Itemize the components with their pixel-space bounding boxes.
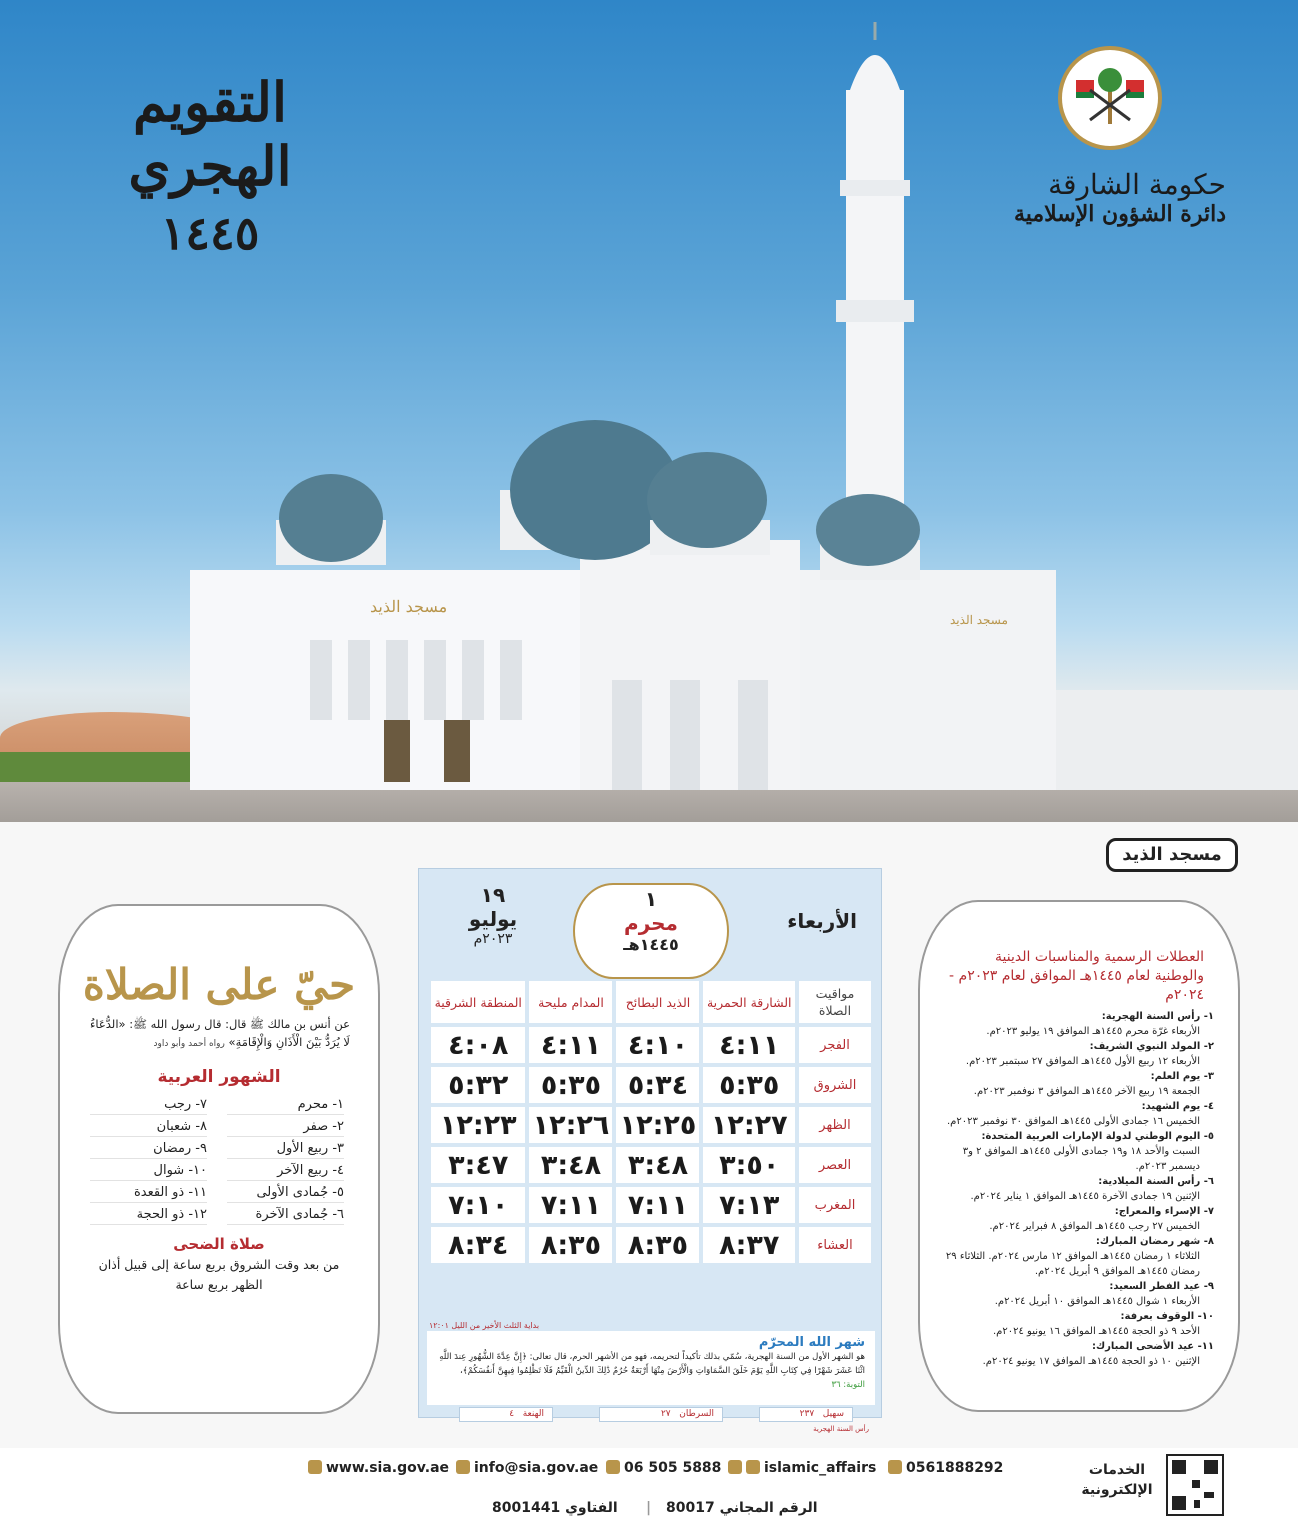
holiday-name: ٤- يوم الشهيد: (1141, 1101, 1214, 1112)
prayer-time: ٥:٣٤ (616, 1067, 699, 1103)
table-row (431, 1107, 871, 1143)
column-header: الشارقة الحمرية (703, 981, 795, 1023)
panel-foot-note: رأس السنة الهجرية (813, 1425, 869, 1433)
quran-reference: التوبة: ٣٦ (831, 1380, 865, 1390)
calendar-title-block (60, 70, 360, 260)
prayer-name: الفجر (799, 1027, 871, 1063)
month-item: ٩- رمضان (90, 1141, 207, 1159)
prayer-time: ٧:١٠ (431, 1187, 525, 1223)
month-item: ٨- شعبان (90, 1119, 207, 1137)
prayer-name: الظهر (799, 1107, 871, 1143)
email-icon (456, 1460, 470, 1474)
hayya-ala-salah-calligraphy: حيّ على الصلاة (82, 960, 356, 1009)
duha-prayer-title: صلاة الضحى (173, 1235, 265, 1253)
prayer-time: ٤:١١ (703, 1027, 795, 1063)
star-value: ٤ (509, 1409, 515, 1419)
column-header: المدام مليحة (529, 981, 612, 1023)
holidays-title: العطلات الرسمية والمناسبات الدينية والوطنية لعام ١٤٤٥هـ الموافق لعام ٢٠٢٣م - ٢٠٢٤م (949, 949, 1204, 1003)
prayer-time: ١٢:٢٦ (529, 1107, 612, 1143)
holiday-name: ٦- رأس السنة الميلادية: (1098, 1176, 1214, 1187)
contact-footer (0, 1448, 1298, 1534)
free-number (666, 1500, 818, 1516)
prayer-name: العشاء (799, 1227, 871, 1263)
holiday-date: الأحد ٩ ذو الحجة ١٤٤٥هـ الموافق ١٦ يونيو ٢٠٢٤م. (993, 1326, 1200, 1337)
phone-text: 06 505 5888 (624, 1460, 722, 1476)
hadith-source: رواه أحمد وأبو داود (153, 1039, 225, 1049)
daily-calendar-panel (418, 868, 882, 1433)
gregorian-day: ١٩ (480, 883, 506, 907)
prayer-time: ١٢:٢٣ (431, 1107, 525, 1143)
globe-icon (308, 1460, 322, 1474)
list-item (934, 1279, 1214, 1309)
star-season-item (459, 1407, 553, 1422)
month-item: ١- محرم (227, 1097, 344, 1115)
list-item (934, 1204, 1214, 1234)
holiday-date: الإثنين ١٠ ذو الحجة ١٤٤٥هـ الموافق ١٧ يونيو ٢٠٢٤م. (982, 1356, 1200, 1367)
prayer-time: ٧:١٣ (703, 1187, 795, 1223)
holiday-name: ٧- الإسراء والمعراج: (1114, 1206, 1214, 1217)
list-item (934, 1309, 1214, 1339)
qr-code-icon[interactable] (1166, 1454, 1224, 1516)
column-header: مواقيت الصلاة (799, 981, 871, 1023)
gregorian-date (453, 883, 533, 947)
hadith-text (60, 1009, 378, 1053)
gregorian-year: ٢٠٢٣م (473, 931, 513, 947)
prayer-time: ١٢:٢٧ (703, 1107, 795, 1143)
eservices-label: الخدمات الإلكترونية (1081, 1462, 1153, 1498)
footer-separator: | (646, 1500, 652, 1516)
holiday-name: ١- رأس السنة الهجرية: (1101, 1011, 1214, 1022)
prayer-time: ٧:١١ (529, 1187, 612, 1223)
holiday-date: الأربعاء ١٢ ربيع الأول ١٤٤٥هـ الموافق ٢٧ سبتمبر ٢٠٢٣م. (965, 1056, 1200, 1067)
prayer-name: الشروق (799, 1067, 871, 1103)
star-value: ٢٣٧ (799, 1409, 815, 1419)
table-row (431, 1187, 871, 1223)
month-info-text: هو الشهر الأول من السنة الهجرية، سُمّي بذلك تأكيداً لتحريمه، فهو من الأشهر الحرم، قال تعالى: ﴿إِنَّ عِدَّةَ الشُّهُورِ عِندَ اللَّهِ اثْنَا عَشَرَ شَهْرًا فِي كِتَابِ اللَّهِ يَوْمَ خَلَقَ السَّمَاوَاتِ وَالْأَرْضَ مِنْهَا أَرْبَعَةٌ حُرُمٌ ذَٰلِكَ الدِّينُ الْقَيِّمُ فَلَا تَظْلِمُوا فِيهِنَّ أَنفُسَكُمْ﴾، (439, 1352, 865, 1376)
last-third-night-note: بداية الثلث الأخير من الليل ١٢:٠١ (429, 1321, 540, 1330)
month-item: ٢- صفر (227, 1119, 344, 1137)
prayer-time: ١٢:٢٥ (616, 1107, 699, 1143)
fatwa-value: 8001441 (492, 1500, 561, 1516)
star-name: سهيل (822, 1409, 844, 1419)
free-number-label: الرقم المجاني (719, 1500, 818, 1516)
sharjah-emblem-icon (1058, 46, 1162, 150)
column-header: المنطقة الشرقية (431, 981, 525, 1023)
prayer-time: ٣:٥٠ (703, 1147, 795, 1183)
prayer-time: ٤:٠٨ (431, 1027, 525, 1063)
table-row (431, 1147, 871, 1183)
social-text: islamic_affairs (764, 1460, 877, 1476)
prayer-time: ٧:١١ (616, 1187, 699, 1223)
prayer-time: ٥:٣٢ (431, 1067, 525, 1103)
table-row (431, 1067, 871, 1103)
month-item: ٥- جُمادى الأولى (227, 1185, 344, 1203)
prayer-time: ٣:٤٨ (529, 1147, 612, 1183)
holiday-date: الثلاثاء ١ رمضان ١٤٤٥هـ الموافق ١٢ مارس ٢٠٢٤م. الثلاثاء ٢٩ رمضان ١٤٤٥هـ الموافق ٩ أبريل ٢٠٢٤م. (945, 1251, 1200, 1277)
arabic-months-title: الشهور العربية (157, 1067, 281, 1087)
holidays-card (918, 900, 1240, 1412)
table-row (431, 1027, 871, 1063)
calendar-section (0, 822, 1298, 1534)
list-item (934, 1234, 1214, 1279)
month-info-box (427, 1331, 875, 1405)
list-item (934, 1174, 1214, 1204)
month-item: ٤- ربيع الآخر (227, 1163, 344, 1181)
prayer-name: المغرب (799, 1187, 871, 1223)
star-value: ٢٧ (660, 1409, 671, 1419)
list-item (934, 1099, 1214, 1129)
hijri-year: ١٤٤٥هـ (623, 935, 679, 954)
month-item: ١٠- شوال (90, 1163, 207, 1181)
twitter-icon (728, 1460, 742, 1474)
list-item (934, 1039, 1214, 1069)
prayer-time: ٤:١١ (529, 1027, 612, 1063)
fatwa-label: الفتاوي (565, 1500, 618, 1516)
month-item: ١٢- ذو الحجة (90, 1207, 207, 1225)
star-name: الهنعة (522, 1409, 544, 1419)
holiday-date: الخميس ١٦ جمادى الأولى ١٤٤٥هـ الموافق ٣٠ نوفمبر ٢٠٢٣م. (946, 1116, 1200, 1127)
hijri-date-badge (573, 883, 729, 979)
hijri-day: ١ (644, 887, 658, 911)
month-info-title: شهر الله المحرّم (758, 1335, 865, 1350)
month-item: ٧- رجب (90, 1097, 207, 1115)
prayer-time: ٨:٣٧ (703, 1227, 795, 1263)
mosque-name-tag: مسجد الذيد (1106, 838, 1238, 872)
government-name: حكومة الشارقة (1048, 168, 1226, 201)
hadith-body: عن أنس بن مالك ﷺ قال: قال رسول الله ﷺ: «الدُّعَاءُ لَا يُرَدُّ بَيْنَ الْأَذَانِ وَالْإِقَامَةِ» (90, 1017, 350, 1049)
table-header-row (431, 981, 871, 1023)
table-row (431, 1227, 871, 1263)
star-name: السرطان (679, 1409, 714, 1419)
holiday-name: ١٠- الوقوف بعرفة: (1120, 1311, 1214, 1322)
prayer-time: ٤:١٠ (616, 1027, 699, 1063)
weekday-name: الأربعاء (787, 909, 857, 933)
prayer-time: ٨:٣٤ (431, 1227, 525, 1263)
prayer-time: ٨:٣٥ (529, 1227, 612, 1263)
prayer-time: ٣:٤٧ (431, 1147, 525, 1183)
mosque-side-label: مسجد الذيد (950, 613, 1008, 627)
month-item: ٣- ربيع الأول (227, 1141, 344, 1159)
holiday-date: الأربعاء ١ شوال ١٤٤٥هـ الموافق ١٠ أبريل ٢٠٢٤م. (994, 1296, 1200, 1307)
prayer-time: ٥:٣٥ (703, 1067, 795, 1103)
holiday-name: ٥- اليوم الوطني لدولة الإمارات العربية المتحدة: (981, 1131, 1214, 1142)
holiday-date: الخميس ٢٧ رجب ١٤٤٥هـ الموافق ٨ فبراير ٢٠٢٤م. (989, 1221, 1200, 1232)
holiday-date: الإثنين ١٩ جمادى الآخرة ١٤٤٥هـ الموافق ١ يناير ٢٠٢٤م. (970, 1191, 1200, 1202)
department-name: دائرة الشؤون الإسلامية (1013, 201, 1226, 227)
prayer-time: ٨:٣٥ (616, 1227, 699, 1263)
website-text: www.sia.gov.ae (326, 1460, 450, 1476)
list-item (934, 1339, 1214, 1369)
prayer-times-table (427, 977, 875, 1327)
holiday-name: ٢- المولد النبوي الشريف: (1089, 1041, 1214, 1052)
star-season-item (759, 1407, 853, 1422)
whatsapp-icon (888, 1460, 902, 1474)
email-text: info@sia.gov.ae (474, 1460, 599, 1476)
prayer-time: ٥:٣٥ (529, 1067, 612, 1103)
holidays-list (920, 1005, 1238, 1369)
prayer-name: العصر (799, 1147, 871, 1183)
free-number-value: 80017 (666, 1500, 715, 1516)
month-info-body (437, 1350, 865, 1392)
star-seasons-row (453, 1407, 853, 1423)
hijri-month: محرم (624, 911, 678, 935)
star-season-item (599, 1407, 723, 1422)
website-link[interactable] (308, 1460, 449, 1476)
phone-icon (606, 1460, 620, 1474)
calendar-title: التقويم الهجري (128, 70, 292, 198)
prayer-info-card (58, 904, 380, 1414)
calendar-year: ١٤٤٥ (160, 206, 260, 260)
duha-prayer-text: من بعد وقت الشروق بربع ساعة إلى قبيل أذان الظهر بربع ساعة (98, 1257, 340, 1292)
fatwa-number (492, 1500, 618, 1516)
mosque-facade-label: مسجد الذيد (370, 597, 448, 616)
column-header: الذيد البطائح (616, 981, 699, 1023)
phone-link[interactable] (606, 1460, 721, 1476)
gregorian-month: يوليو (468, 907, 518, 931)
month-item: ١١- ذو القعدة (90, 1185, 207, 1203)
list-item (934, 1129, 1214, 1174)
instagram-icon (746, 1460, 760, 1474)
prayer-time: ٣:٤٨ (616, 1147, 699, 1183)
month-item: ٦- جُمادى الآخرة (227, 1207, 344, 1225)
holiday-date: الجمعة ١٩ ربيع الآخر ١٤٤٥هـ الموافق ٣ نوفمبر ٢٠٢٣م. (973, 1086, 1200, 1097)
arabic-months-list (60, 1087, 378, 1225)
holiday-date: السبت والأحد ١٨ و١٩ جمادى الأولى ١٤٤٥هـ الموافق ٢ و٣ ديسمبر ٢٠٢٣م. (962, 1146, 1200, 1172)
holiday-name: ٩- عيد الفطر السعيد: (1109, 1281, 1214, 1292)
list-item (934, 1009, 1214, 1039)
list-item (934, 1069, 1214, 1099)
email-link[interactable] (456, 1460, 598, 1476)
holiday-name: ١١- عيد الأضحى المبارك: (1091, 1341, 1214, 1352)
whatsapp-link[interactable] (888, 1460, 1003, 1476)
holiday-date: الأربعاء غرّة محرم ١٤٤٥هـ الموافق ١٩ يوليو ٢٠٢٣م. (986, 1026, 1200, 1037)
government-block (980, 46, 1240, 227)
holiday-name: ٨- شهر رمضان المبارك: (1095, 1236, 1214, 1247)
holiday-name: ٣- يوم العلم: (1150, 1071, 1214, 1082)
social-link[interactable] (728, 1460, 876, 1476)
whatsapp-text: 0561888292 (906, 1460, 1004, 1476)
